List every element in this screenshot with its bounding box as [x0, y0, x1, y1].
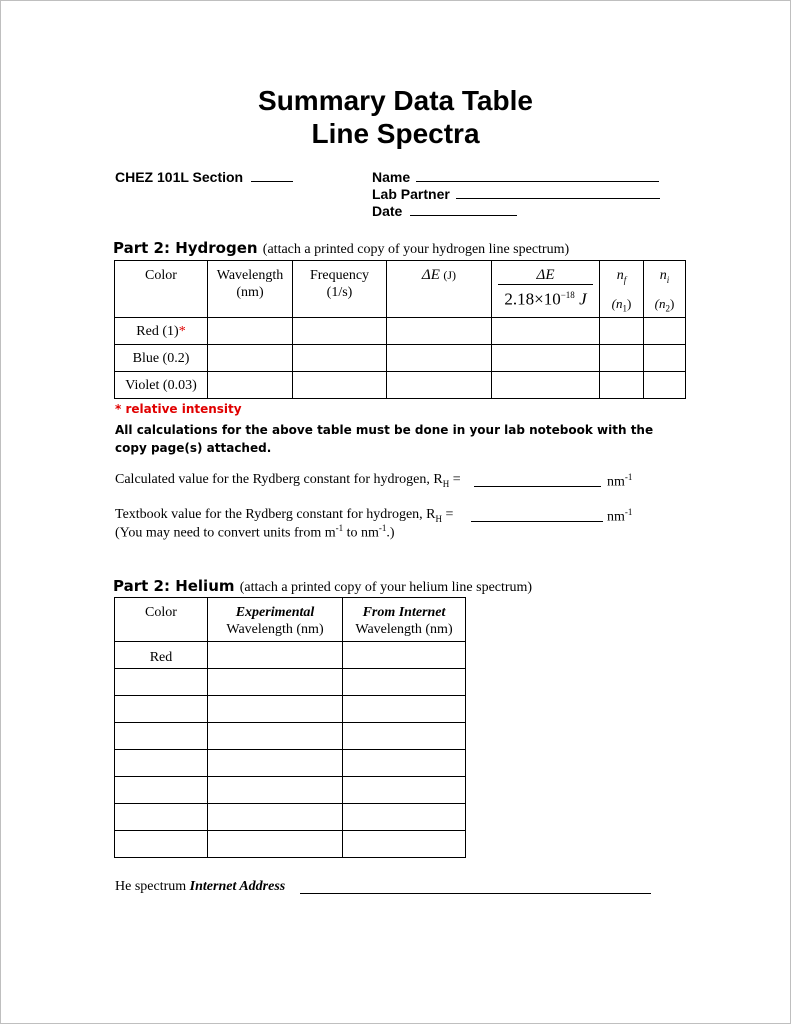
helium-row — [115, 804, 466, 831]
hydrogen-row — [115, 372, 686, 399]
h-cell[interactable] — [387, 318, 492, 345]
hydrogen-part-label: Part 2: — [113, 239, 170, 257]
helium-instruction: (attach a printed copy of your helium line spectrum) — [239, 580, 533, 595]
section-field[interactable] — [115, 169, 293, 185]
he-cell[interactable] — [208, 723, 343, 750]
he-cell[interactable] — [115, 750, 208, 777]
h-cell[interactable] — [600, 372, 644, 399]
h-header-ratio: ΔE $2.18\times 10^{-18}$ J — [492, 261, 600, 318]
helium-row — [115, 642, 466, 669]
textbook-rydberg-unit: $nm^{-1}$ — [607, 507, 633, 525]
name-label: Name — [372, 169, 411, 185]
h-cell[interactable] — [644, 318, 686, 345]
h-header-wavelength: Wavelength (nm) — [208, 261, 293, 318]
h-header-delta-e: ΔE (J) — [387, 261, 492, 318]
h-cell[interactable] — [600, 318, 644, 345]
h-cell[interactable] — [293, 318, 387, 345]
h-row-blue-color: Blue (0.2) — [115, 345, 208, 372]
name-blank[interactable] — [416, 169, 659, 182]
hydrogen-instruction: (attach a printed copy of your hydrogen line spectrum) — [262, 242, 570, 257]
helium-row — [115, 831, 466, 858]
he-cell[interactable] — [208, 696, 343, 723]
h-cell[interactable] — [208, 345, 293, 372]
date-blank[interactable] — [410, 203, 517, 216]
he-cell[interactable] — [343, 750, 466, 777]
h-cell[interactable] — [600, 345, 644, 372]
he-spectrum-address-blank[interactable] — [300, 893, 651, 894]
he-cell[interactable] — [208, 777, 343, 804]
calculated-rydberg-unit: $nm^{-1}$ — [607, 472, 633, 490]
h-header-nf: $n_f$ $(n_1)$ — [600, 261, 644, 318]
h-cell[interactable] — [492, 372, 600, 399]
helium-part-label: Part 2: — [113, 577, 170, 595]
calculated-rydberg-blank[interactable] — [474, 486, 601, 487]
h-cell[interactable] — [208, 318, 293, 345]
helium-element-label: Helium — [175, 577, 235, 595]
h-cell[interactable] — [492, 318, 600, 345]
he-cell[interactable] — [343, 696, 466, 723]
hydrogen-table — [114, 260, 686, 399]
helium-row — [115, 723, 466, 750]
he-cell[interactable] — [115, 723, 208, 750]
helium-row — [115, 750, 466, 777]
hydrogen-element-label: Hydrogen — [175, 239, 258, 257]
he-cell[interactable] — [115, 831, 208, 858]
section-label: CHEZ 101L Section — [115, 169, 244, 185]
hydrogen-heading — [113, 239, 569, 258]
he-cell[interactable] — [115, 696, 208, 723]
helium-heading — [113, 577, 532, 596]
h-cell[interactable] — [644, 372, 686, 399]
he-header-experimental: Experimental Wavelength (nm) — [208, 598, 343, 642]
date-label: Date — [372, 203, 403, 219]
he-header-internet: From Internet Wavelength (nm) — [343, 598, 466, 642]
he-cell[interactable] — [208, 804, 343, 831]
hydrogen-row — [115, 318, 686, 345]
he-cell[interactable] — [208, 750, 343, 777]
he-row-red-color: Red — [115, 642, 208, 669]
hydrogen-header-row — [115, 261, 686, 318]
lab-partner-blank[interactable] — [456, 186, 660, 199]
he-cell[interactable] — [343, 777, 466, 804]
h-cell[interactable] — [387, 372, 492, 399]
red-asterisk: * — [178, 324, 186, 340]
he-cell[interactable] — [208, 669, 343, 696]
h-cell[interactable] — [644, 345, 686, 372]
name-field[interactable] — [372, 169, 659, 185]
section-blank[interactable] — [251, 169, 293, 182]
title-line-1: Summary Data Table — [258, 85, 533, 116]
he-cell[interactable] — [208, 642, 343, 669]
title-line-2: Line Spectra — [311, 118, 480, 149]
date-field[interactable] — [372, 203, 517, 219]
helium-row — [115, 669, 466, 696]
hydrogen-row — [115, 345, 686, 372]
h-header-color: Color — [115, 261, 208, 318]
h-header-frequency: Frequency (1/s) — [293, 261, 387, 318]
calculated-rydberg-line: Calculated value for the Rydberg constant for hydrogen, $R_H$ = — [115, 472, 461, 489]
h-header-ni: $n_i$ $(n_2)$ — [644, 261, 686, 318]
h-cell[interactable] — [208, 372, 293, 399]
he-spectrum-address-label: He spectrum Internet Address — [115, 879, 286, 894]
unit-conversion-note: (You may need to convert units from $m^{-1}$ to $nm^{-1}$.) — [115, 523, 395, 541]
he-cell[interactable] — [115, 669, 208, 696]
he-cell[interactable] — [115, 804, 208, 831]
h-cell[interactable] — [293, 372, 387, 399]
page-title — [0, 84, 791, 150]
he-cell[interactable] — [343, 642, 466, 669]
relative-intensity-note: * relative intensity — [115, 402, 242, 416]
he-cell[interactable] — [343, 723, 466, 750]
h-cell[interactable] — [387, 345, 492, 372]
helium-header-row — [115, 598, 466, 642]
helium-table — [114, 597, 466, 858]
he-header-color: Color — [115, 598, 208, 642]
h-row-red-color: Red (1)* — [115, 318, 208, 345]
he-cell[interactable] — [343, 804, 466, 831]
calculations-note: All calculations for the above table must be done in your lab notebook with the copy page(s) attached. — [115, 423, 654, 455]
helium-row — [115, 777, 466, 804]
h-cell[interactable] — [492, 345, 600, 372]
h-cell[interactable] — [293, 345, 387, 372]
he-cell[interactable] — [343, 669, 466, 696]
lab-partner-field[interactable] — [372, 186, 660, 202]
lab-partner-label: Lab Partner — [372, 186, 450, 202]
textbook-rydberg-line: Textbook value for the Rydberg constant for hydrogen, $R_H$ = — [115, 507, 454, 524]
helium-row — [115, 696, 466, 723]
textbook-rydberg-blank[interactable] — [471, 521, 603, 522]
he-cell[interactable] — [343, 831, 466, 858]
he-cell[interactable] — [115, 777, 208, 804]
he-cell[interactable] — [208, 831, 343, 858]
h-row-violet-color: Violet (0.03) — [115, 372, 208, 399]
